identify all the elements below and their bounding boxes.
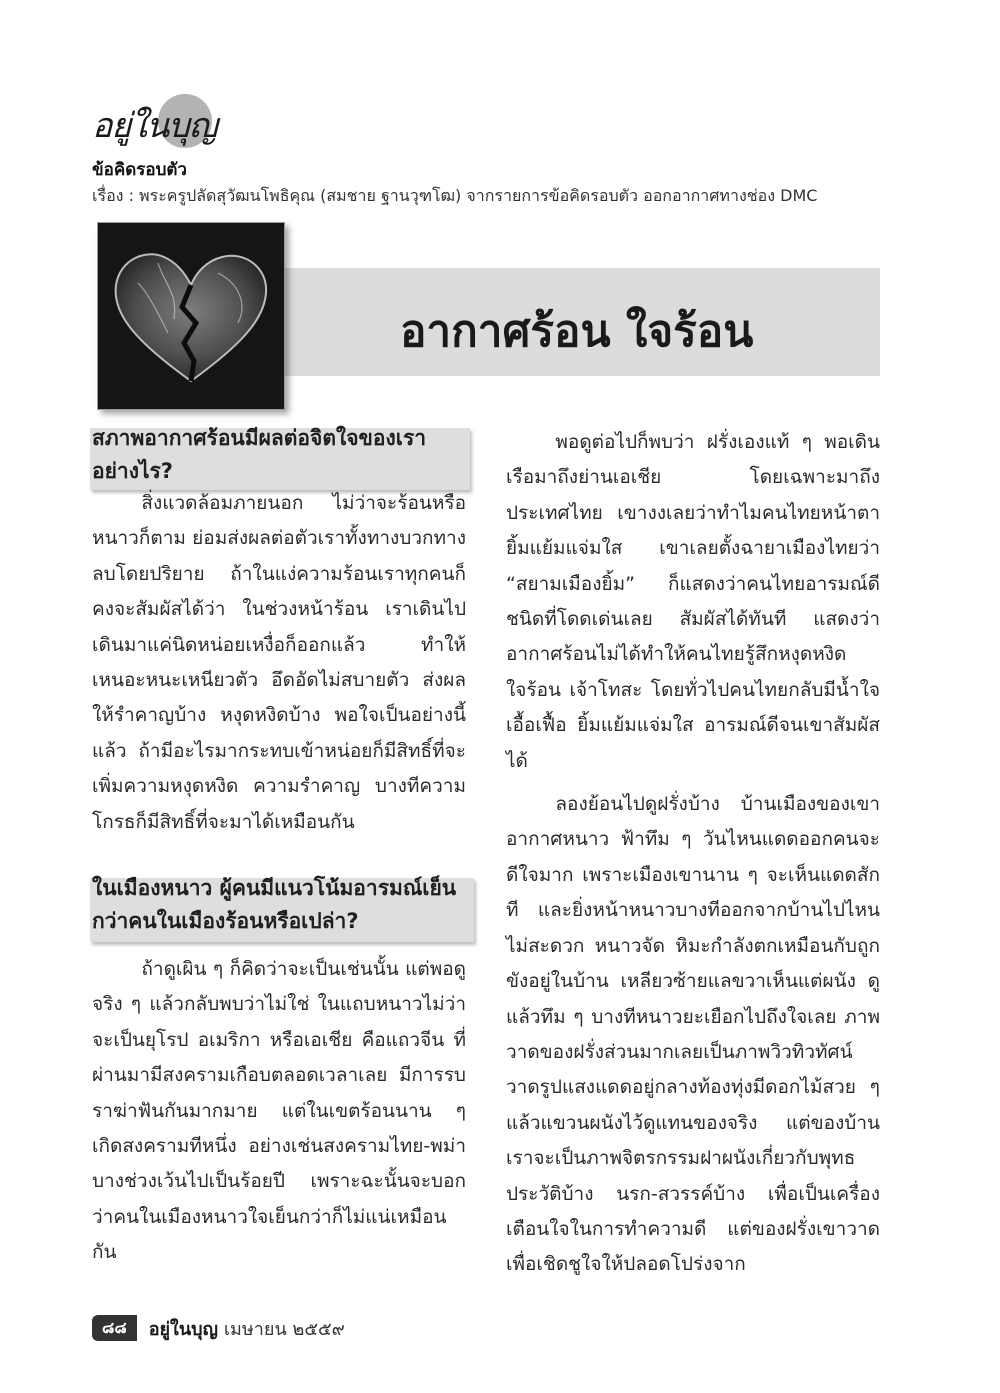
paragraph: ถ้าดูเผิน ๆ ก็คิดว่าจะเป็นเช่นนั้น แต่พอดูจริง ๆ แล้วกลับพบว่าไม่ใช่ ในแถบหนาวไม่ว่าจะเป็นยุโรป อเมริกา หรือเอเชีย คือแถวจีน ที่ผ่านมามีสงครามเกือบตลอดเวลาเลย มีการรบราฆ่าฟันกันมากมาย แต่ในเขตร้อนนาน ๆ เกิดสงครามทีหนึ่ง อย่างเช่นสงครามไทย-พม่า บางช่วงเว้นไปเป็นร้อยปี เพราะฉะนั้นจะบอกว่าคนในเมืองหนาวใจเย็นกว่าก็ไม่แน่เหมือนกัน xyxy=(92,958,466,1264)
footer-issue: เมษายน ๒๕๕๙ xyxy=(223,1318,345,1340)
magazine-logo xyxy=(92,94,232,154)
byline: เรื่อง : พระครูปลัดสุวัฒนโพธิคุณ (สมชาย ฐานวุฑโฒ) จากรายการข้อคิดรอบตัว ออกอากาศทางช่อง DMC xyxy=(92,186,818,205)
right-column xyxy=(506,425,880,1283)
question-heading-1: สภาพอากาศร้อนมีผลต่อจิตใจของเรา อย่างไร? xyxy=(90,422,470,492)
footer-magazine-name: อยู่ในบุญ xyxy=(148,1318,218,1340)
question-heading-2: ในเมืองหนาว ผู้คนมีแนวโน้มอารมณ์เย็นกว่าคนในเมืองร้อนหรือเปล่า? xyxy=(90,872,470,944)
left-column-bottom xyxy=(92,952,466,1271)
left-column-top xyxy=(92,486,466,840)
broken-heart-icon xyxy=(98,223,284,409)
section-label: ข้อคิดรอบตัว xyxy=(92,160,187,180)
paragraph: สิ่งแวดล้อมภายนอก ไม่ว่าจะร้อนหรือหนาวก็ตาม ย่อมส่งผลต่อตัวเราทั้งทางบวกทางลบโดยปริยาย ถ้าในแง่ความร้อนเราทุกคนก็คงจะสัมผัสได้ว่า ในช่วงหน้าร้อน เราเดินไปเดินมาแค่นิดหน่อยเหงื่อก็ออกแล้ว ทำให้เหนอะหนะเหนียวตัว อึดอัดไม่สบายตัว ส่งผลให้รำคาญบ้าง หงุดหงิดบ้าง พอใจเป็นอย่างนี้แล้ว ถ้ามีอะไรมากระทบเข้าหน่อยก็มีสิทธิ์ที่จะเพิ่มความหงุดหงิด ความรำคาญ บางทีความโกรธก็มีสิทธิ์ที่จะมาได้เหมือนกัน xyxy=(92,492,466,833)
article-title: อากาศร้อน ใจร้อน xyxy=(400,306,754,357)
page-number: ๘๘ xyxy=(92,1315,137,1341)
page-footer xyxy=(92,1315,345,1341)
logo-text: อยู่ในบุญ xyxy=(92,106,217,146)
broken-heart-photo xyxy=(97,222,285,410)
paragraph: ลองย้อนไปดูฝรั่งบ้าง บ้านเมืองของเขาอากาศหนาว ฟ้าทึม ๆ วันไหนแดดออกคนจะดีใจมาก เพราะเมืองเขานาน ๆ จะเห็นแดดสักที และยิ่งหน้าหนาวบางทีออกจากบ้านไปไหนไม่สะดวก หนาวจัด หิมะกำลังตกเหมือนกับถูกขังอยู่ในบ้าน เหลียวซ้ายแลขวาเห็นแต่ผนัง ดูแล้วทึม ๆ บางทีหนาวยะเยือกไปถึงใจเลย ภาพวาดของฝรั่งส่วนมากเลยเป็นภาพวิวทิวทัศน์ วาดรูปแสงแดดอยู่กลางท้องทุ่งมีดอกไม้สวย ๆ แล้วแขวนผนังไว้ดูแทนของจริง แต่ของบ้านเราจะเป็นภาพจิตรกรรมฝาผนังเกี่ยวกับพุทธประวัติบ้าง นรก-สวรรค์บ้าง เพื่อเป็นเครื่องเตือนใจในการทำความดี แต่ของฝรั่งเขาวาดเพื่อเชิดชูใจให้ปลอดโปร่งจาก xyxy=(506,793,880,1276)
paragraph: พอดูต่อไปก็พบว่า ฝรั่งเองแท้ ๆ พอเดินเรือมาถึงย่านเอเชีย โดยเฉพาะมาถึงประเทศไทย เขางงเลยว่าทำไมคนไทยหน้าตายิ้มแย้มแจ่มใส เขาเลยตั้งฉายาเมืองไทยว่า “สยามเมืองยิ้ม” ก็แสดงว่าคนไทยอารมณ์ดีชนิดที่โดดเด่นเลย สัมผัสได้ทันที แสดงว่าอากาศร้อนไม่ได้ทำให้คนไทยรู้สึกหงุดหงิดใจร้อน เจ้าโทสะ โดยทั่วไปคนไทยกลับมีน้ำใจเอื้อเฟื้อ ยิ้มแย้มแจ่มใส อารมณ์ดีจนเขาสัมผัสได้ xyxy=(506,431,880,772)
